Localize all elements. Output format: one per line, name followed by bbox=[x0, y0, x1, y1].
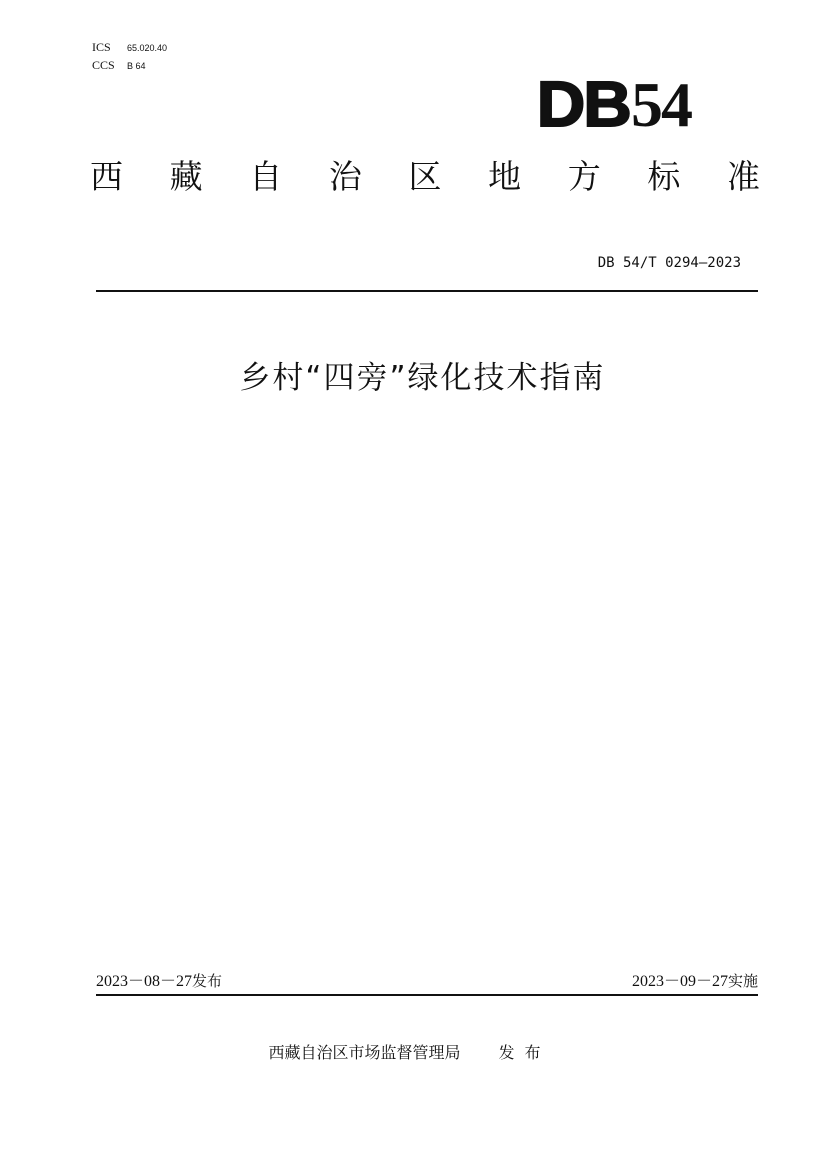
standard-type-char: 西 bbox=[90, 157, 123, 196]
standard-type-title bbox=[90, 152, 760, 202]
standard-mark-letters: DB bbox=[536, 68, 630, 140]
standard-number: DB 54/T 0294—2023 bbox=[597, 255, 741, 271]
top-divider bbox=[96, 290, 758, 292]
ics-line bbox=[92, 40, 167, 55]
issuer-action: 发布 bbox=[498, 1043, 551, 1062]
standard-type-char: 区 bbox=[408, 157, 442, 196]
bottom-divider bbox=[96, 994, 758, 996]
publish-date: 2023－08－27 bbox=[96, 973, 193, 990]
document-title: 乡村“四旁”绿化技术指南 bbox=[239, 360, 606, 396]
standard-type-char: 地 bbox=[488, 157, 522, 196]
issuer-name: 西藏自治区市场监督管理局 bbox=[268, 1043, 461, 1062]
ccs-line bbox=[92, 58, 146, 73]
standard-type-char: 方 bbox=[567, 157, 601, 196]
ics-label: ICS bbox=[92, 40, 111, 54]
standard-mark-number: 54 bbox=[631, 69, 691, 140]
implement-date: 2023－09－27 bbox=[631, 973, 728, 990]
implement-date-line bbox=[632, 970, 758, 993]
ics-value: 65.020.40 bbox=[127, 43, 168, 53]
standard-mark bbox=[536, 68, 691, 141]
implement-suffix: 实施 bbox=[727, 972, 758, 990]
ccs-label: CCS bbox=[92, 58, 115, 72]
standard-type-char: 治 bbox=[328, 157, 362, 196]
publish-suffix: 发布 bbox=[192, 972, 223, 990]
ccs-value: B 64 bbox=[127, 61, 146, 71]
issuer-line bbox=[0, 1041, 815, 1065]
publish-date-line bbox=[96, 970, 222, 993]
standard-type-char: 自 bbox=[249, 157, 283, 196]
standard-type-char: 标 bbox=[647, 157, 681, 196]
standard-type-char: 藏 bbox=[169, 157, 203, 196]
standard-type-char: 准 bbox=[727, 157, 760, 196]
